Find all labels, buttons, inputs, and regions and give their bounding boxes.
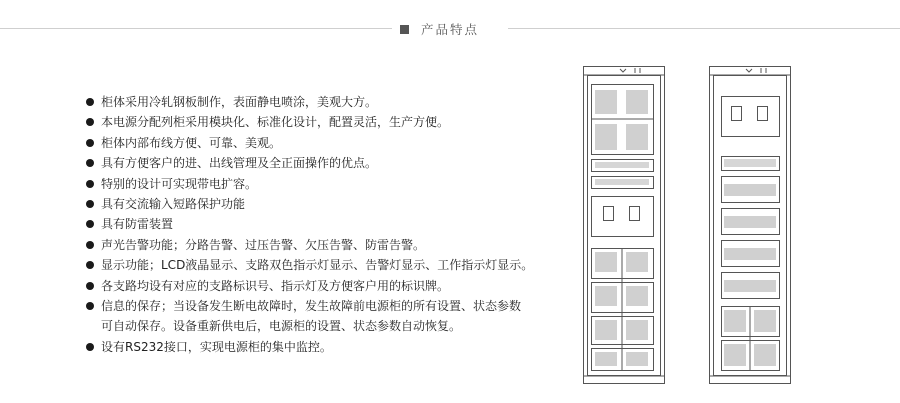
feature-text: 柜体采用冷轧钢板制作，表面静电喷涂，美观大方。 bbox=[101, 95, 378, 109]
feature-text: 各支路均设有对应的支路标识号、指示灯及方便客户用的标识牌。 bbox=[101, 278, 450, 293]
bullet-icon bbox=[86, 98, 94, 106]
feature-item bbox=[86, 92, 566, 112]
bullet-icon bbox=[86, 200, 94, 208]
bullet-icon bbox=[86, 139, 94, 147]
feature-item bbox=[86, 174, 566, 194]
feature-item bbox=[86, 112, 566, 132]
header-title-wrap bbox=[400, 19, 508, 39]
feature-text: 声光告警功能；分路告警、过压告警、欠压告警、防雷告警。 bbox=[101, 237, 426, 252]
feature-text: 特别的设计可实现带电扩容。 bbox=[101, 176, 258, 191]
bullet-icon bbox=[86, 241, 94, 249]
feature-text: 本电源分配列柜采用模块化、标准化设计，配置灵活，生产方便。 bbox=[101, 115, 450, 130]
feature-item bbox=[86, 214, 566, 234]
bullet-icon bbox=[86, 180, 94, 188]
cabinet-drawing-right bbox=[709, 66, 791, 384]
bullet-icon bbox=[86, 261, 94, 269]
feature-list bbox=[86, 92, 566, 357]
feature-item bbox=[86, 194, 566, 214]
feature-text: 具有交流输入短路保护功能 bbox=[101, 197, 246, 212]
bullet-icon bbox=[86, 282, 94, 290]
header-square-icon bbox=[400, 25, 409, 34]
feature-text: 具有方便客户的进、出线管理及全正面操作的优点。 bbox=[101, 156, 378, 171]
feature-item bbox=[86, 255, 566, 275]
feature-item bbox=[86, 337, 566, 357]
bullet-icon bbox=[86, 220, 94, 228]
cabinet-drawing-left bbox=[583, 66, 665, 384]
section-title: 产品特点 bbox=[421, 22, 480, 37]
feature-text: 信息的保存；当设备发生断电故障时，发生故障前电源柜的所有设置、状态参数 bbox=[101, 299, 522, 314]
cabinet-left-svg bbox=[583, 66, 665, 384]
bullet-icon bbox=[86, 343, 94, 351]
feature-item bbox=[86, 153, 566, 173]
feature-text: 显示功能；LCD液晶显示、支路双色指示灯显示、告警灯显示、工作指示灯显示。 bbox=[101, 258, 534, 273]
cabinet-right-svg bbox=[709, 66, 791, 384]
feature-item bbox=[86, 296, 566, 337]
bullet-icon bbox=[86, 302, 94, 310]
feature-text: 柜体内部布线方便、可靠、美观。 bbox=[101, 135, 282, 150]
feature-text: 具有防雷装置 bbox=[101, 217, 174, 232]
feature-item bbox=[86, 235, 566, 255]
section-header bbox=[0, 19, 900, 39]
bullet-icon bbox=[86, 118, 94, 126]
header-rule-left bbox=[0, 28, 392, 29]
feature-item bbox=[86, 276, 566, 296]
feature-text: 设有RS232接口，实现电源柜的集中监控。 bbox=[101, 339, 332, 354]
feature-item bbox=[86, 133, 566, 153]
bullet-icon bbox=[86, 159, 94, 167]
header-rule-right bbox=[508, 28, 900, 29]
feature-text-continued: 可自动保存。设备重新供电后，电源柜的设置、状态参数自动恢复。 bbox=[101, 319, 462, 334]
